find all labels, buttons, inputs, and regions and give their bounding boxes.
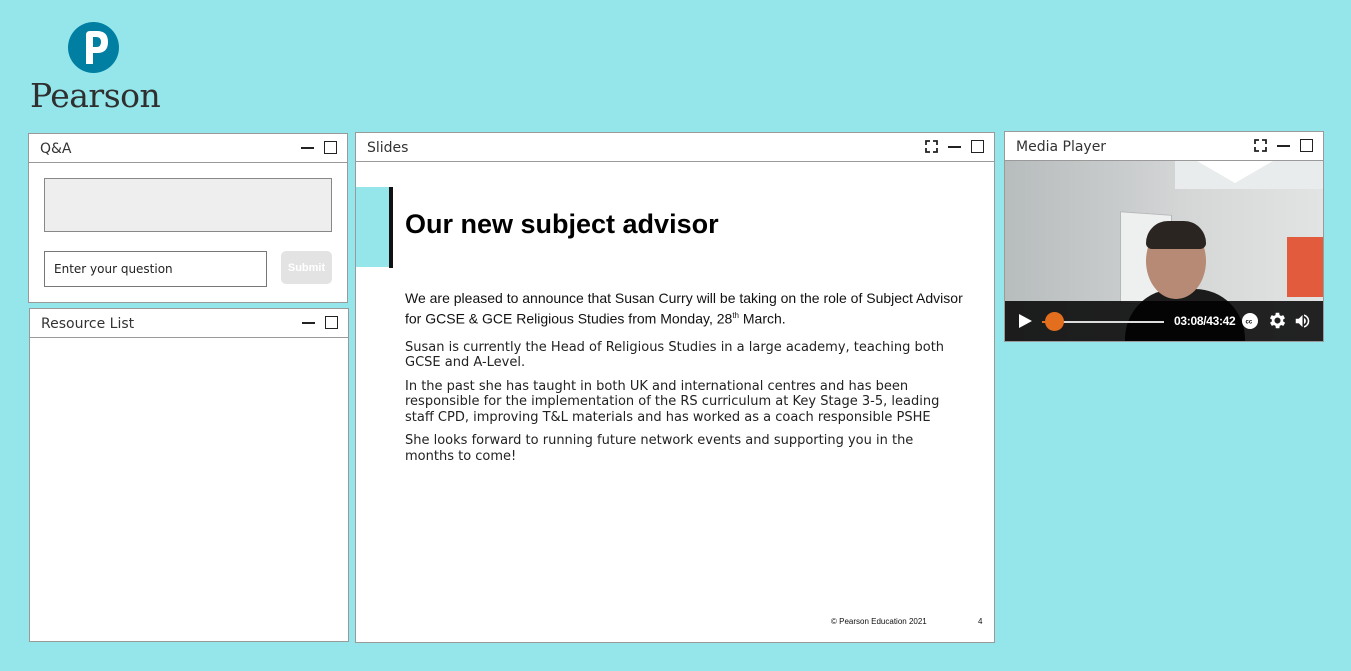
minimize-icon[interactable] — [301, 141, 314, 154]
question-input[interactable] — [44, 251, 267, 287]
slides-panel-title: Slides — [367, 140, 409, 156]
pearson-logo — [30, 20, 160, 115]
maximize-icon[interactable] — [971, 140, 984, 153]
video-controls — [1005, 301, 1323, 341]
minimize-icon[interactable] — [1277, 139, 1290, 152]
slide-title-bar — [389, 187, 393, 268]
media-player-panel — [1004, 131, 1324, 342]
maximize-icon[interactable] — [324, 141, 337, 154]
slide-page-number: 4 — [978, 617, 983, 626]
play-icon[interactable] — [1019, 314, 1032, 328]
slide-paragraph: In the past she has taught in both UK and international centres and has been responsible for the implementation of the RS curriculum at Key Stage 3-5, leading staff CPD, improving T&L materials and has worked as a coach responsible PSHE — [405, 378, 940, 425]
slide-paragraph: Susan is currently the Head of Religious Studies in a large academy, teaching both GCSE and A-Level. — [405, 339, 945, 371]
submit-button[interactable]: Submit — [281, 251, 332, 284]
qa-panel — [28, 133, 348, 303]
brand-name: Pearson — [30, 76, 161, 115]
media-player-header — [1005, 132, 1323, 161]
seek-bar[interactable] — [1042, 321, 1164, 323]
minimize-icon[interactable] — [948, 140, 961, 153]
svg-text:cc: cc — [1245, 319, 1253, 326]
video-poster — [1287, 237, 1323, 297]
slides-panel-header — [356, 133, 994, 162]
minimize-icon[interactable] — [302, 316, 315, 329]
slides-panel — [355, 132, 995, 643]
slide-body — [405, 290, 965, 472]
expand-icon[interactable] — [925, 140, 938, 153]
slide-copyright: © Pearson Education 2021 — [831, 617, 927, 626]
slide-paragraph: She looks forward to running future network events and supporting you in the months to come! — [405, 433, 914, 464]
expand-icon[interactable] — [1254, 139, 1267, 152]
qa-panel-title: Q&A — [40, 141, 72, 157]
media-player-title: Media Player — [1016, 139, 1107, 155]
maximize-icon[interactable] — [325, 316, 338, 329]
resource-list-title: Resource List — [41, 316, 135, 332]
slide-accent-block — [356, 187, 389, 267]
video-frame[interactable] — [1005, 161, 1323, 341]
resource-list-panel — [29, 308, 349, 642]
captions-icon[interactable] — [1242, 313, 1258, 329]
slide-lead-text: We are pleased to announce that Susan Curry will be taking on the role of Subject Advisor for GCSE & GCE Religious Studies from Monday, 28th March. — [405, 290, 963, 327]
maximize-icon[interactable] — [1300, 139, 1313, 152]
pearson-logo-icon — [68, 22, 119, 73]
resource-list-header — [30, 309, 348, 338]
qa-message-area — [44, 178, 332, 232]
qa-panel-header — [29, 134, 347, 163]
volume-icon[interactable] — [1293, 312, 1312, 330]
slide-title: Our new subject advisor — [405, 209, 719, 239]
gear-icon[interactable] — [1267, 310, 1288, 331]
time-display: 03:08/43:42 — [1174, 314, 1236, 328]
seek-handle[interactable] — [1045, 312, 1064, 331]
